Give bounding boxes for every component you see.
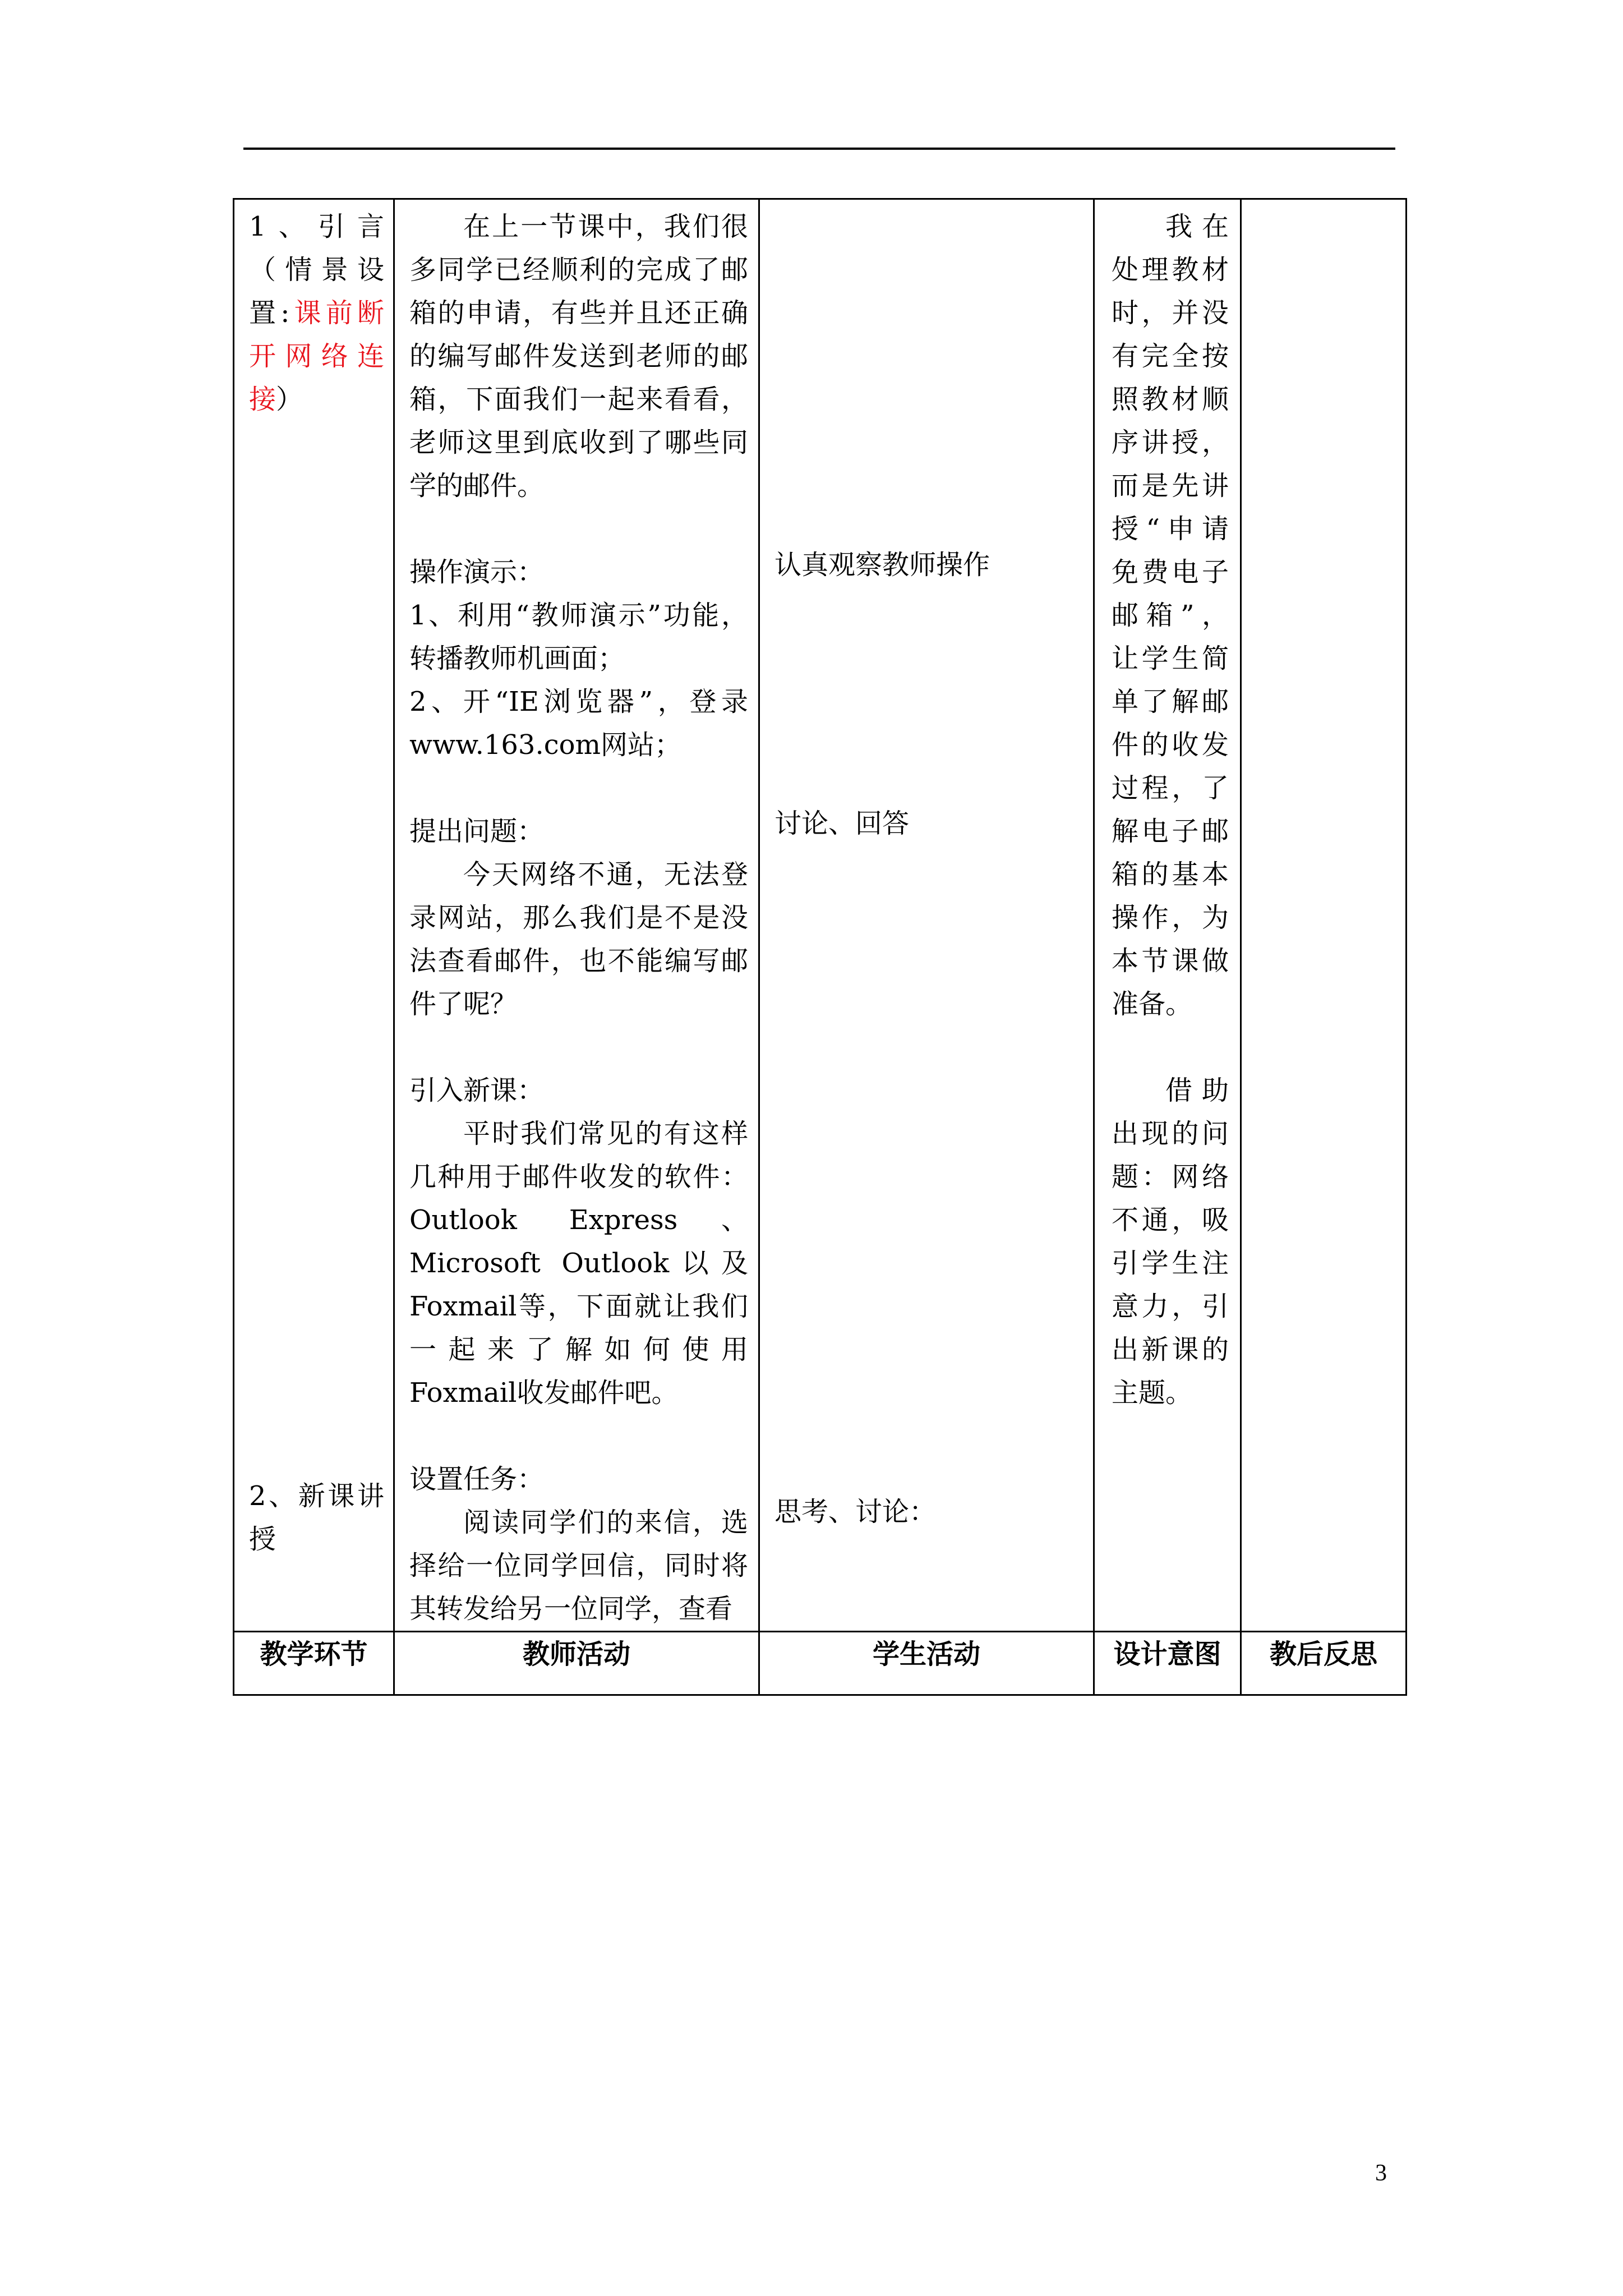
teacher-intro-paragraph: 在上一节课中，我们很多同学已经顺利的完成了邮箱的申请，有些并且还正确的编写邮件发送到老师的邮箱，下面我们一起来看看，老师这里到底收到了哪些同学的邮件。 [409, 211, 748, 501]
student-discuss: 讨论、回答 [774, 808, 910, 839]
task-body: 阅读同学们的来信，选择给一位同学回信，同时将其转发给另一位同学，查看 [409, 1507, 748, 1625]
section2-label: 2、新课讲授 [249, 1480, 384, 1555]
label-reflection: 教后反思 [1241, 1632, 1407, 1695]
lesson-plan-table [233, 198, 1407, 1696]
label-teacher-activity: 教师活动 [394, 1632, 759, 1695]
content-row [234, 199, 1407, 1632]
design-intent-cell [1094, 199, 1241, 1632]
label-student-activity: 学生活动 [759, 1632, 1094, 1695]
student-observe: 认真观察教师操作 [774, 549, 990, 581]
new-lesson-body: 平时我们常见的有这样几种用于邮件收发的软件：Outlook Express、Microsoft Outlook以及Foxmail等，下面就让我们一起来了解如何使用Foxmail收发邮件吧。 [409, 1118, 748, 1409]
demo-step-1: 1、利用“教师演示”功能，转播教师机画面； [409, 600, 748, 674]
student-activity-cell [759, 199, 1094, 1632]
section1-label: 1、引言（情景设置:课前断开网络连接） [249, 211, 384, 415]
section1-label-red: 课前断开网络连接 [249, 297, 384, 415]
label-teaching-stage: 教学环节 [234, 1632, 394, 1695]
demo-step-2: 2、开“IE浏览器”，登录www.163.com网站； [409, 686, 748, 761]
header-rule [243, 148, 1395, 150]
reflection-cell [1241, 199, 1407, 1632]
student-think: 思考、讨论： [774, 1496, 937, 1527]
label-design-intent: 设计意图 [1094, 1632, 1241, 1695]
design-para-1: 我在处理教材时，并没有完全按照教材顺序讲授，而是先讲授“申请免费电子邮箱”，让学生简单了解邮件的收发过程，了解电子邮箱的基本操作，为本节课做准备。 [1112, 211, 1229, 1020]
demo-title: 操作演示： [409, 556, 545, 588]
design-para-2: 借助出现的问题：网络不通，吸引学生注意力，引出新课的主题。 [1112, 1075, 1229, 1409]
new-lesson-title: 引入新课： [409, 1075, 545, 1106]
page-number: 3 [1375, 2160, 1387, 2186]
teacher-activity-cell [394, 199, 759, 1632]
teaching-stage-cell [234, 199, 394, 1632]
question-title: 提出问题： [409, 816, 545, 847]
question-body: 今天网络不通，无法登录网站，那么我们是不是没法查看邮件，也不能编写邮件了呢？ [409, 859, 748, 1020]
header-label-row [234, 1632, 1407, 1695]
task-title: 设置任务： [409, 1464, 545, 1495]
